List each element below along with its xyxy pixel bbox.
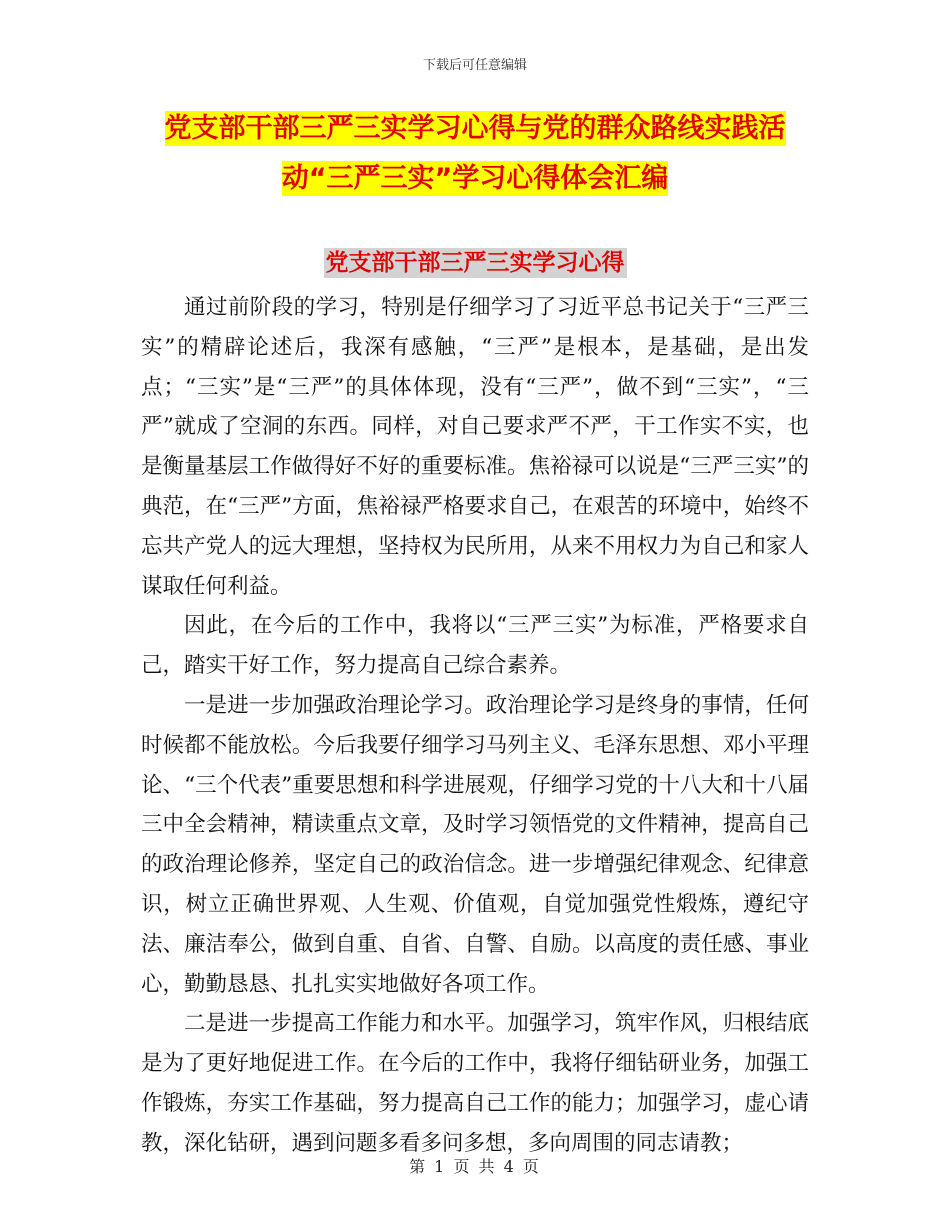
section-title-text: 党支部干部三严三实学习心得 xyxy=(325,250,625,276)
paragraph-2: 因此，在今后的工作中，我将以“三严三实”为标准，严格要求自己，踏实干好工作，努力提高自己综合素养。 xyxy=(141,613,809,679)
paragraph-4: 二是进一步提高工作能力和水平。加强学习，筑牢作风，归根结底是为了更好地促进工作。在今后的工作中，我将仔细钻研业务，加强工作锻炼，夯实工作基础，努力提高自己工作的能力；加强学习，虚心请教，深化钻研，遇到问题多看多问多想，多向周围的同志请教； xyxy=(141,1011,809,1156)
page-footer: 第 1 页 共 4 页 xyxy=(409,1157,541,1176)
document-title xyxy=(120,104,830,204)
title-line-2 xyxy=(120,154,830,204)
body-text xyxy=(141,288,809,1164)
title-line-1 xyxy=(120,104,830,154)
header-note: 下载后可任意编辑 xyxy=(422,58,527,73)
section-title xyxy=(0,244,950,277)
paragraph-1: 通过前阶段的学习，特别是仔细学习了习近平总书记关于“三严三实”的精辟论述后，我深有感触，“三严”是根本，是基础，是出发点；“三实”是“三严”的具体体现，没有“三严”，做不到“三实”，“三严”就成了空洞的东西。同样，对自己要求严不严，干工作实不实，也是衡量基层工作做得好不好的重要标准。焦裕禄可以说是“三严三实”的典范，在“三严”方面，焦裕禄严格要求自己，在艰苦的环境中，始终不忘共产党人的远大理想，坚持权为民所用，从来不用权力为自己和家人谋取任何利益。 xyxy=(141,295,809,599)
paragraph-3: 一是进一步加强政治理论学习。政治理论学习是终身的事情，任何时候都不能放松。今后我要仔细学习马列主义、毛泽东思想、邓小平理论、“三个代表”重要思想和科学进展观，仔细学习党的十八大和十八届三中全会精神，精读重点文章，及时学习领悟党的文件精神，提高自己的政治理论修养，坚定自己的政治信念。进一步增强纪律观念、纪律意识，树立正确世界观、人生观、价值观，自觉加强党性煅炼，遵纪守法、廉洁奉公，做到自重、自省、自警、自励。以高度的责任感、事业心，勤勤恳恳、扎扎实实地做好各项工作。 xyxy=(141,692,809,997)
title-line-1-text: 党支部干部三严三实学习心得与党的群众路线实践活 xyxy=(164,113,786,144)
title-line-2-text: 动“三严三实”学习心得体会汇编 xyxy=(281,163,669,194)
